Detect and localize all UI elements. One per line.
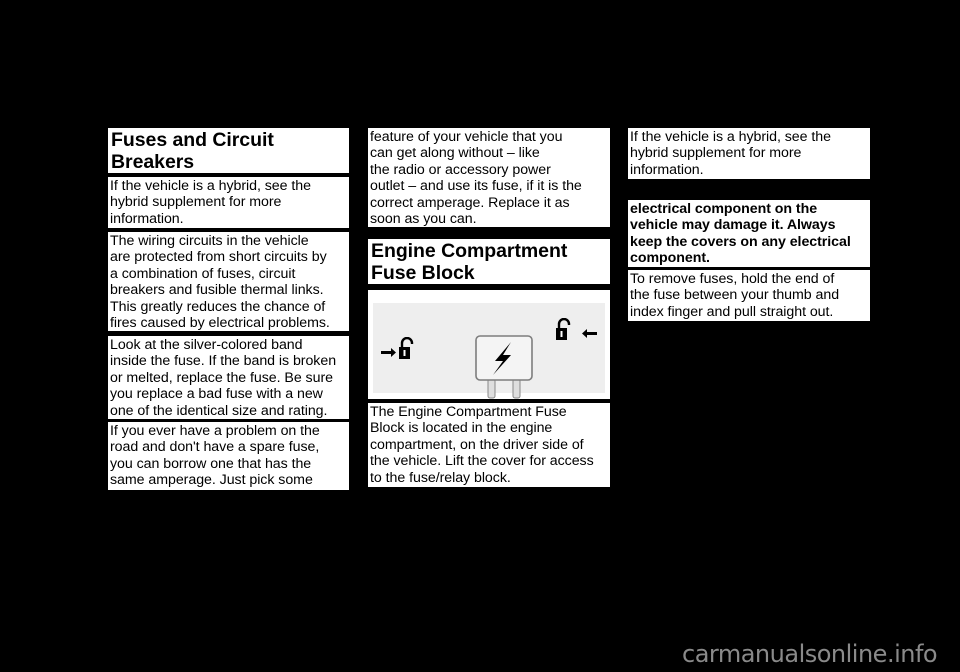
paragraph-borrow-fuse-continued [368, 128, 610, 227]
text-line: information. [630, 161, 704, 178]
text-line: you replace a bad fuse with a new [110, 386, 323, 403]
text-line: or melted, replace the fuse. Be sure [110, 369, 333, 386]
text-line: keep the covers on any electrical [630, 233, 851, 250]
text-line: component. [630, 250, 710, 267]
section-heading-fuses-and-circuit-breakers [108, 128, 349, 173]
heading-line: Engine Compartment [371, 240, 568, 262]
text-line: feature of your vehicle that you [370, 129, 563, 145]
text-line: can get along without – like [370, 145, 540, 162]
paragraph-spare-fuse [108, 422, 349, 490]
text-line: The Engine Compartment Fuse [370, 404, 567, 420]
paragraph-remove-fuses [628, 270, 870, 321]
text-line: information. [110, 210, 184, 227]
arrow-right-unlock-icon [381, 337, 423, 361]
text-line: If you ever have a problem on the [110, 423, 320, 439]
text-line: vehicle may damage it. Always [630, 217, 836, 234]
heading-line: Fuses and Circuit [111, 129, 274, 151]
paragraph-hybrid-note-right [628, 128, 870, 179]
figure-background [373, 303, 605, 393]
paragraph-fuse-block-location [368, 403, 610, 487]
text-line: breakers and fusible thermal links. [110, 282, 324, 299]
text-line: fires caused by electrical problems. [110, 315, 330, 332]
unlock-arrow-left-icon [555, 318, 597, 342]
text-line: the vehicle. Lift the cover for access [370, 453, 594, 470]
text-line: correct amperage. Replace it as [370, 194, 570, 211]
text-line: soon as you can. [370, 211, 477, 228]
text-line: Block is located in the engine [370, 420, 553, 437]
text-line: the radio or accessory power [370, 161, 551, 178]
text-line: you can borrow one that has the [110, 455, 312, 472]
text-line: inside the fuse. If the band is broken [110, 353, 337, 370]
text-line: The wiring circuits in the vehicle [110, 233, 309, 249]
text-line: Look at the silver-colored band [110, 337, 303, 353]
fuse-lightning-icon [475, 335, 533, 399]
text-line: outlet – and use its fuse, if it is the [370, 178, 582, 195]
text-line: electrical component on the [630, 201, 818, 217]
text-line: To remove fuses, hold the end of [630, 271, 835, 287]
heading-line: Breakers [111, 151, 195, 173]
text-line: same amperage. Just pick some [110, 472, 313, 489]
text-line: are protected from short circuits by [110, 249, 327, 266]
text-line: the fuse between your thumb and [630, 287, 840, 304]
watermark: carmanualsonline.info [682, 640, 938, 668]
fuse-block-cover-figure [368, 290, 610, 399]
paragraph-silver-band [108, 336, 349, 419]
text-line: one of the identical size and rating. [110, 402, 328, 419]
section-heading-engine-compartment-fuse-block [368, 239, 610, 284]
text-line: This greatly reduces the chance of [110, 298, 326, 315]
text-line: If the vehicle is a hybrid, see the [630, 129, 831, 145]
paragraph-wiring-circuits [108, 232, 349, 331]
text-line: If the vehicle is a hybrid, see the [110, 178, 311, 194]
heading-line: Fuse Block [371, 262, 475, 284]
warning-covers-continued [628, 200, 870, 267]
text-line: index finger and pull straight out. [630, 303, 834, 320]
text-line: hybrid supplement for more [110, 194, 282, 211]
text-line: compartment, on the driver side of [370, 436, 584, 453]
text-line: hybrid supplement for more [630, 145, 802, 162]
text-line: a combination of fuses, circuit [110, 265, 296, 282]
paragraph-hybrid-note [108, 177, 349, 228]
text-line: road and don't have a spare fuse, [110, 439, 320, 456]
text-line: to the fuse/relay block. [370, 469, 511, 486]
